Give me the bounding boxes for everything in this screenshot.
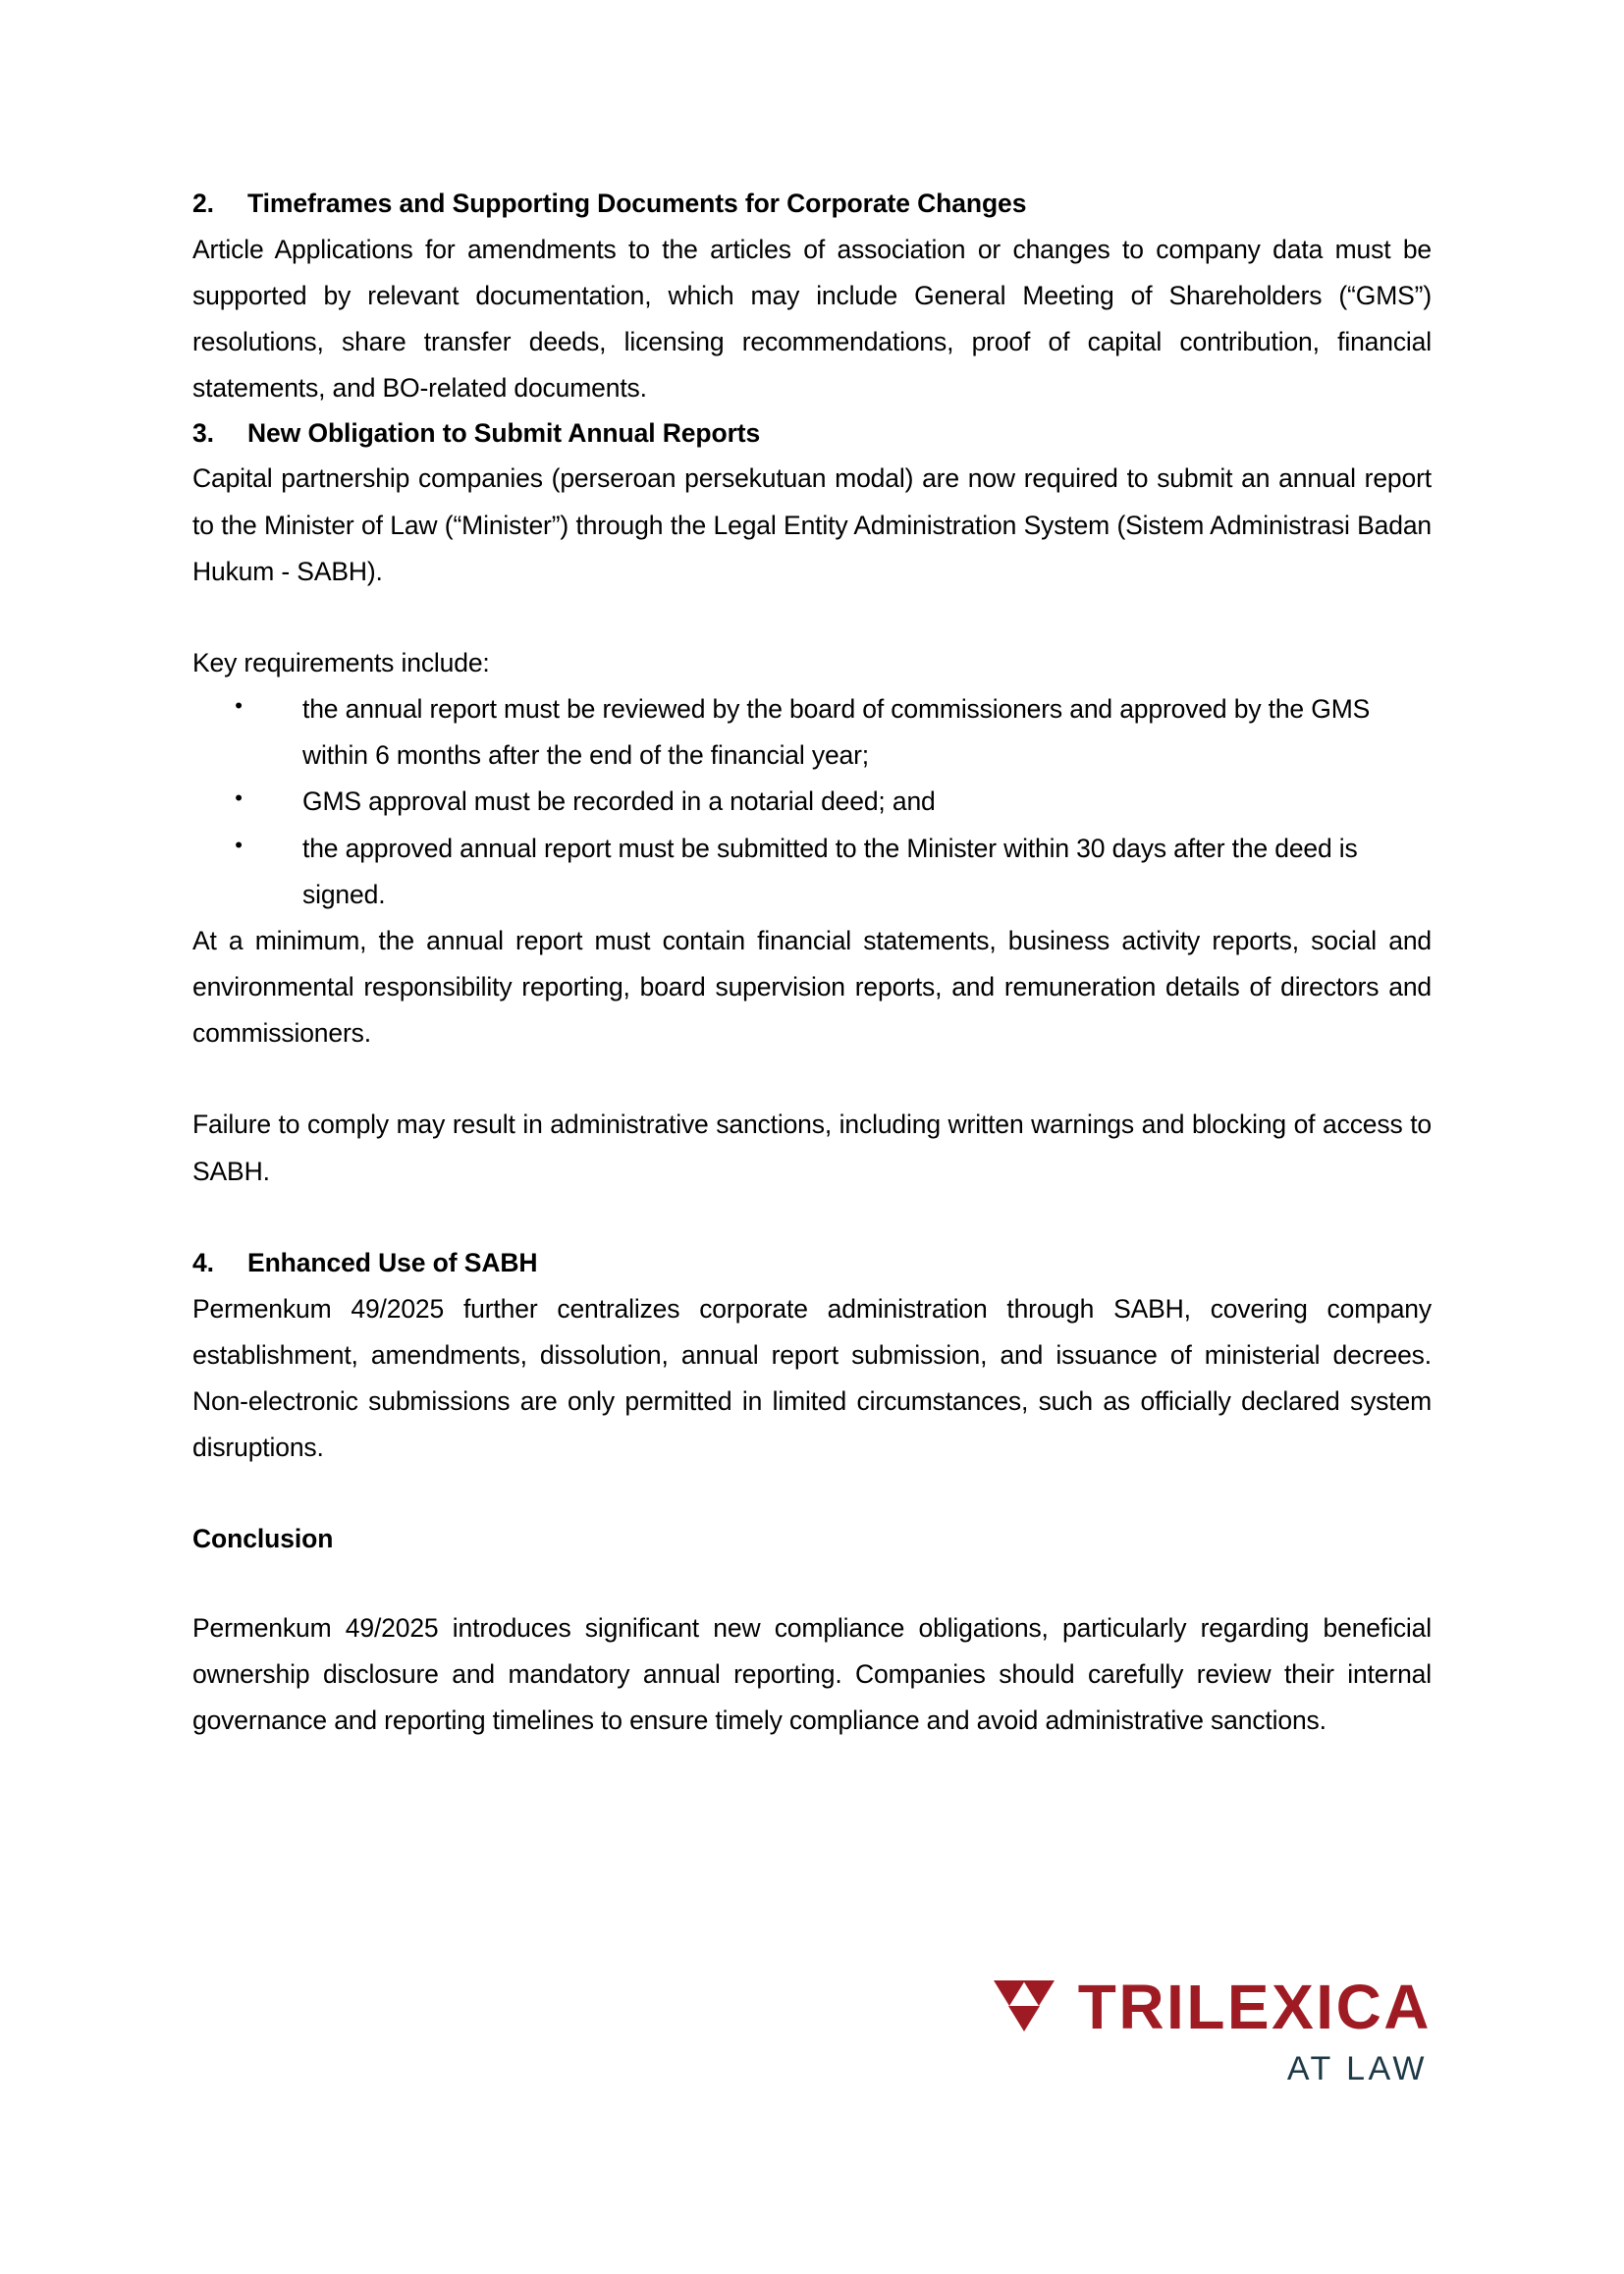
three-triangles-mark-icon <box>994 1980 1055 2033</box>
sanctions-paragraph: Failure to comply may result in administrative sanctions, including written warnings and blocking of access to SABH. <box>192 1110 1432 1186</box>
bullet-icon: • <box>235 693 243 719</box>
key-requirements-intro: Key requirements include: <box>192 647 490 677</box>
list-item-text: the approved annual report must be submitted to the Minister within 30 days after the deed is signed. <box>302 833 1358 909</box>
heading-conclusion: Conclusion <box>192 1524 334 1554</box>
heading-section-3 <box>192 412 1432 455</box>
list-item <box>192 826 1432 918</box>
spacer <box>192 1195 1432 1242</box>
section-2-title: Timeframes and Supporting Documents for Corporate Changes <box>247 189 1027 218</box>
section-3-paragraph: Capital partnership companies (perseroan persekutuan modal) are now required to submit an annual report to the Minister of Law (“Minister”) through the Legal Entity Administration System (Sistem Administrasi Badan Hukum - SABH). <box>192 463 1432 586</box>
conclusion-paragraph: Permenkum 49/2025 introduces significant new compliance obligations, particularly regarding beneficial ownership disclosure and mandatory annual reporting. Companies should carefully review their internal governance and reporting timelines to ensure timely compliance and avoid administrative sanctions. <box>192 1613 1432 1736</box>
bullet-icon: • <box>235 832 243 857</box>
section-3-title: New Obligation to Submit Annual Reports <box>247 417 761 448</box>
spacer <box>192 1056 1432 1102</box>
list-item <box>192 686 1432 779</box>
key-requirements-list <box>192 686 1432 918</box>
spacer <box>192 595 1432 640</box>
section-2-number: 2. <box>192 189 214 218</box>
list-item-text: GMS approval must be recorded in a notarial deed; and <box>302 786 936 817</box>
spacer <box>192 1560 1432 1605</box>
spacer <box>192 1471 1432 1518</box>
list-item-text: the annual report must be reviewed by the board of commissioners and approved by the GMS within 6 months after the end of the financial year; <box>302 694 1371 771</box>
logo-row <box>994 1972 1432 2042</box>
logo-tagline: AT LAW <box>1286 2050 1428 2087</box>
section-4-paragraph: Permenkum 49/2025 further centralizes corporate administration through SABH, covering company establishment, amendments, dissolution, annual report submission, and issuance of ministerial decrees. Non-electronic submissions are only permitted in limited circumstances, such as officially declared system disruptions. <box>192 1293 1432 1463</box>
section-2-paragraph: Article Applications for amendments to the articles of association or changes to company data must be supported by relevant documentation, which may include General Meeting of Shareholders (“GMS”) resolutions, share transfer deeds, licensing recommendations, proof of capital contribution, financial statements, and BO-related documents. <box>192 234 1432 404</box>
section-3-number: 3. <box>192 417 214 448</box>
heading-section-2 <box>192 183 1432 225</box>
heading-section-4 <box>192 1242 1432 1284</box>
minimum-contents-paragraph: At a minimum, the annual report must contain financial statements, business activity reports, social and environmental responsibility reporting, board supervision reports, and remuneration details of directors and commissioners. <box>192 925 1432 1049</box>
list-item <box>192 779 1432 825</box>
section-4-title: Enhanced Use of SABH <box>247 1247 538 1277</box>
bullet-icon: • <box>235 785 243 811</box>
footer-logo <box>994 1972 1432 2087</box>
page-content <box>192 183 1432 1745</box>
section-4-number: 4. <box>192 1247 214 1277</box>
logo-wordmark: TRILEXICA <box>1077 1972 1432 2042</box>
